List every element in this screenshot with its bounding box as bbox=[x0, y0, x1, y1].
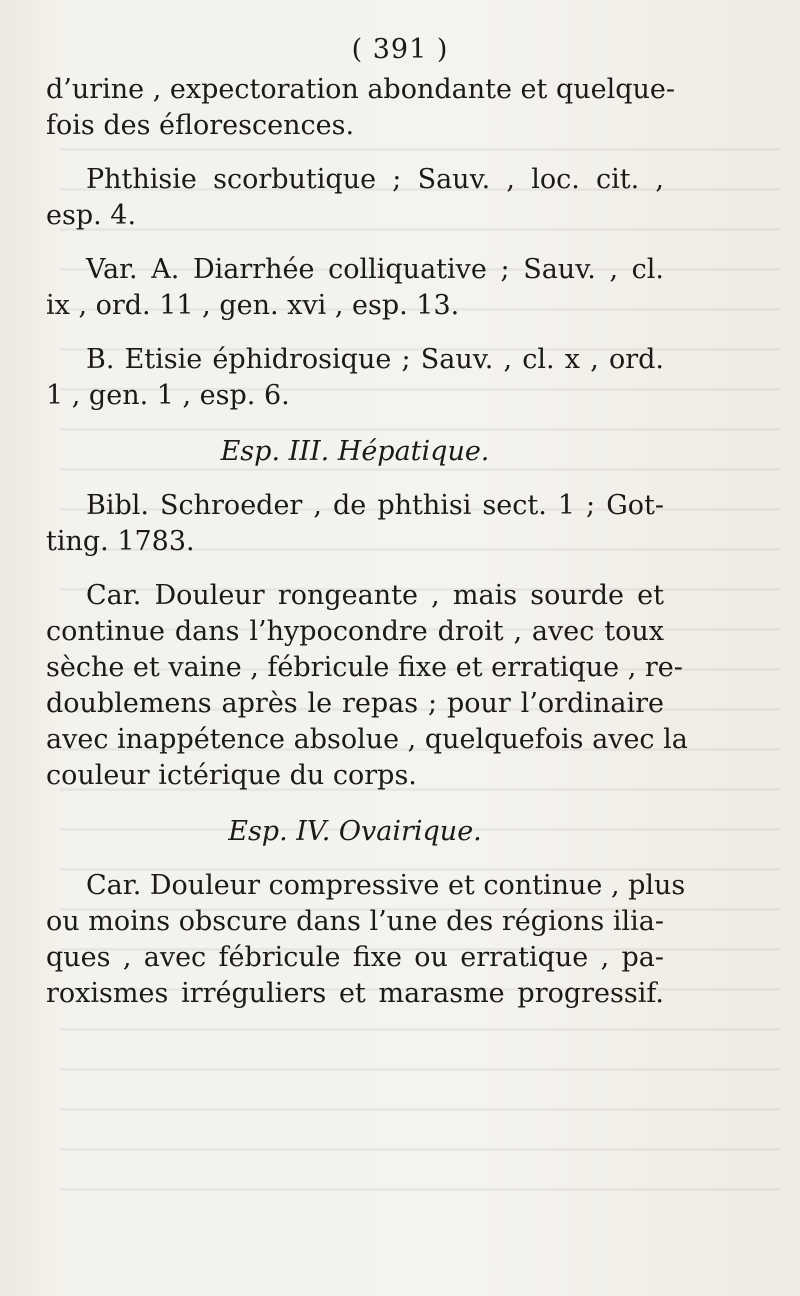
text-line: d’urine , expectoration abondante et quelque- bbox=[46, 74, 676, 105]
page-number: ( 391 ) bbox=[351, 34, 449, 65]
text-line: sèche et vaine , fébricule fixe et erratique , re- bbox=[46, 652, 683, 683]
text-line: B. Etisie éphidrosique ; Sauv. , cl. x , ord. bbox=[86, 344, 664, 375]
paragraph-variety-a bbox=[46, 252, 664, 324]
text-line: avec inappétence absolue , quelquefois avec la bbox=[46, 724, 688, 755]
paragraph-phthisie-scorbutique bbox=[46, 162, 664, 234]
text-line: Car. Douleur rongeante , mais sourde et bbox=[86, 580, 664, 611]
text-line: continue dans l’hypocondre droit , avec toux bbox=[46, 616, 664, 647]
text-line: Phthisie scorbutique ; Sauv. , loc. cit. , bbox=[86, 164, 664, 195]
text-line: ou moins obscure dans l’une des régions ilia- bbox=[46, 906, 664, 937]
text-line: ting. 1783. bbox=[46, 526, 195, 557]
text-line: Car. Douleur compressive et continue , plus bbox=[86, 870, 686, 901]
section-heading-espece-3 bbox=[46, 434, 664, 470]
text-line: roxismes irréguliers et marasme progressif. bbox=[46, 978, 664, 1009]
text-line: doublemens après le repas ; pour l’ordinaire bbox=[46, 688, 664, 719]
paragraph-continuation bbox=[46, 72, 676, 144]
section-heading-espece-4 bbox=[46, 814, 664, 850]
text-line: ques , avec fébricule fixe ou erratique , pa- bbox=[46, 942, 664, 973]
paragraph-bibliography bbox=[46, 488, 664, 560]
text-line: fois des éflorescences. bbox=[46, 110, 355, 141]
paragraph-caracteres-ovairique bbox=[46, 868, 686, 1012]
text-line: Bibl. Schroeder , de phthisi sect. 1 ; Got- bbox=[86, 490, 664, 521]
heading-text: Esp. III. Hépatique. bbox=[220, 436, 490, 467]
text-line: Var. A. Diarrhée colliquative ; Sauv. , cl. bbox=[86, 254, 664, 285]
paragraph-variety-b bbox=[46, 342, 664, 414]
text-line: esp. 4. bbox=[46, 200, 137, 231]
heading-text: Esp. IV. Ovairique. bbox=[228, 816, 482, 847]
body-text bbox=[46, 72, 688, 1012]
text-line: ix , ord. 11 , gen. xvi , esp. 13. bbox=[46, 290, 460, 321]
text-line: couleur ictérique du corps. bbox=[46, 760, 417, 791]
paragraph-caracteres-hepatique bbox=[46, 578, 688, 794]
text-line: 1 , gen. 1 , esp. 6. bbox=[46, 380, 290, 411]
